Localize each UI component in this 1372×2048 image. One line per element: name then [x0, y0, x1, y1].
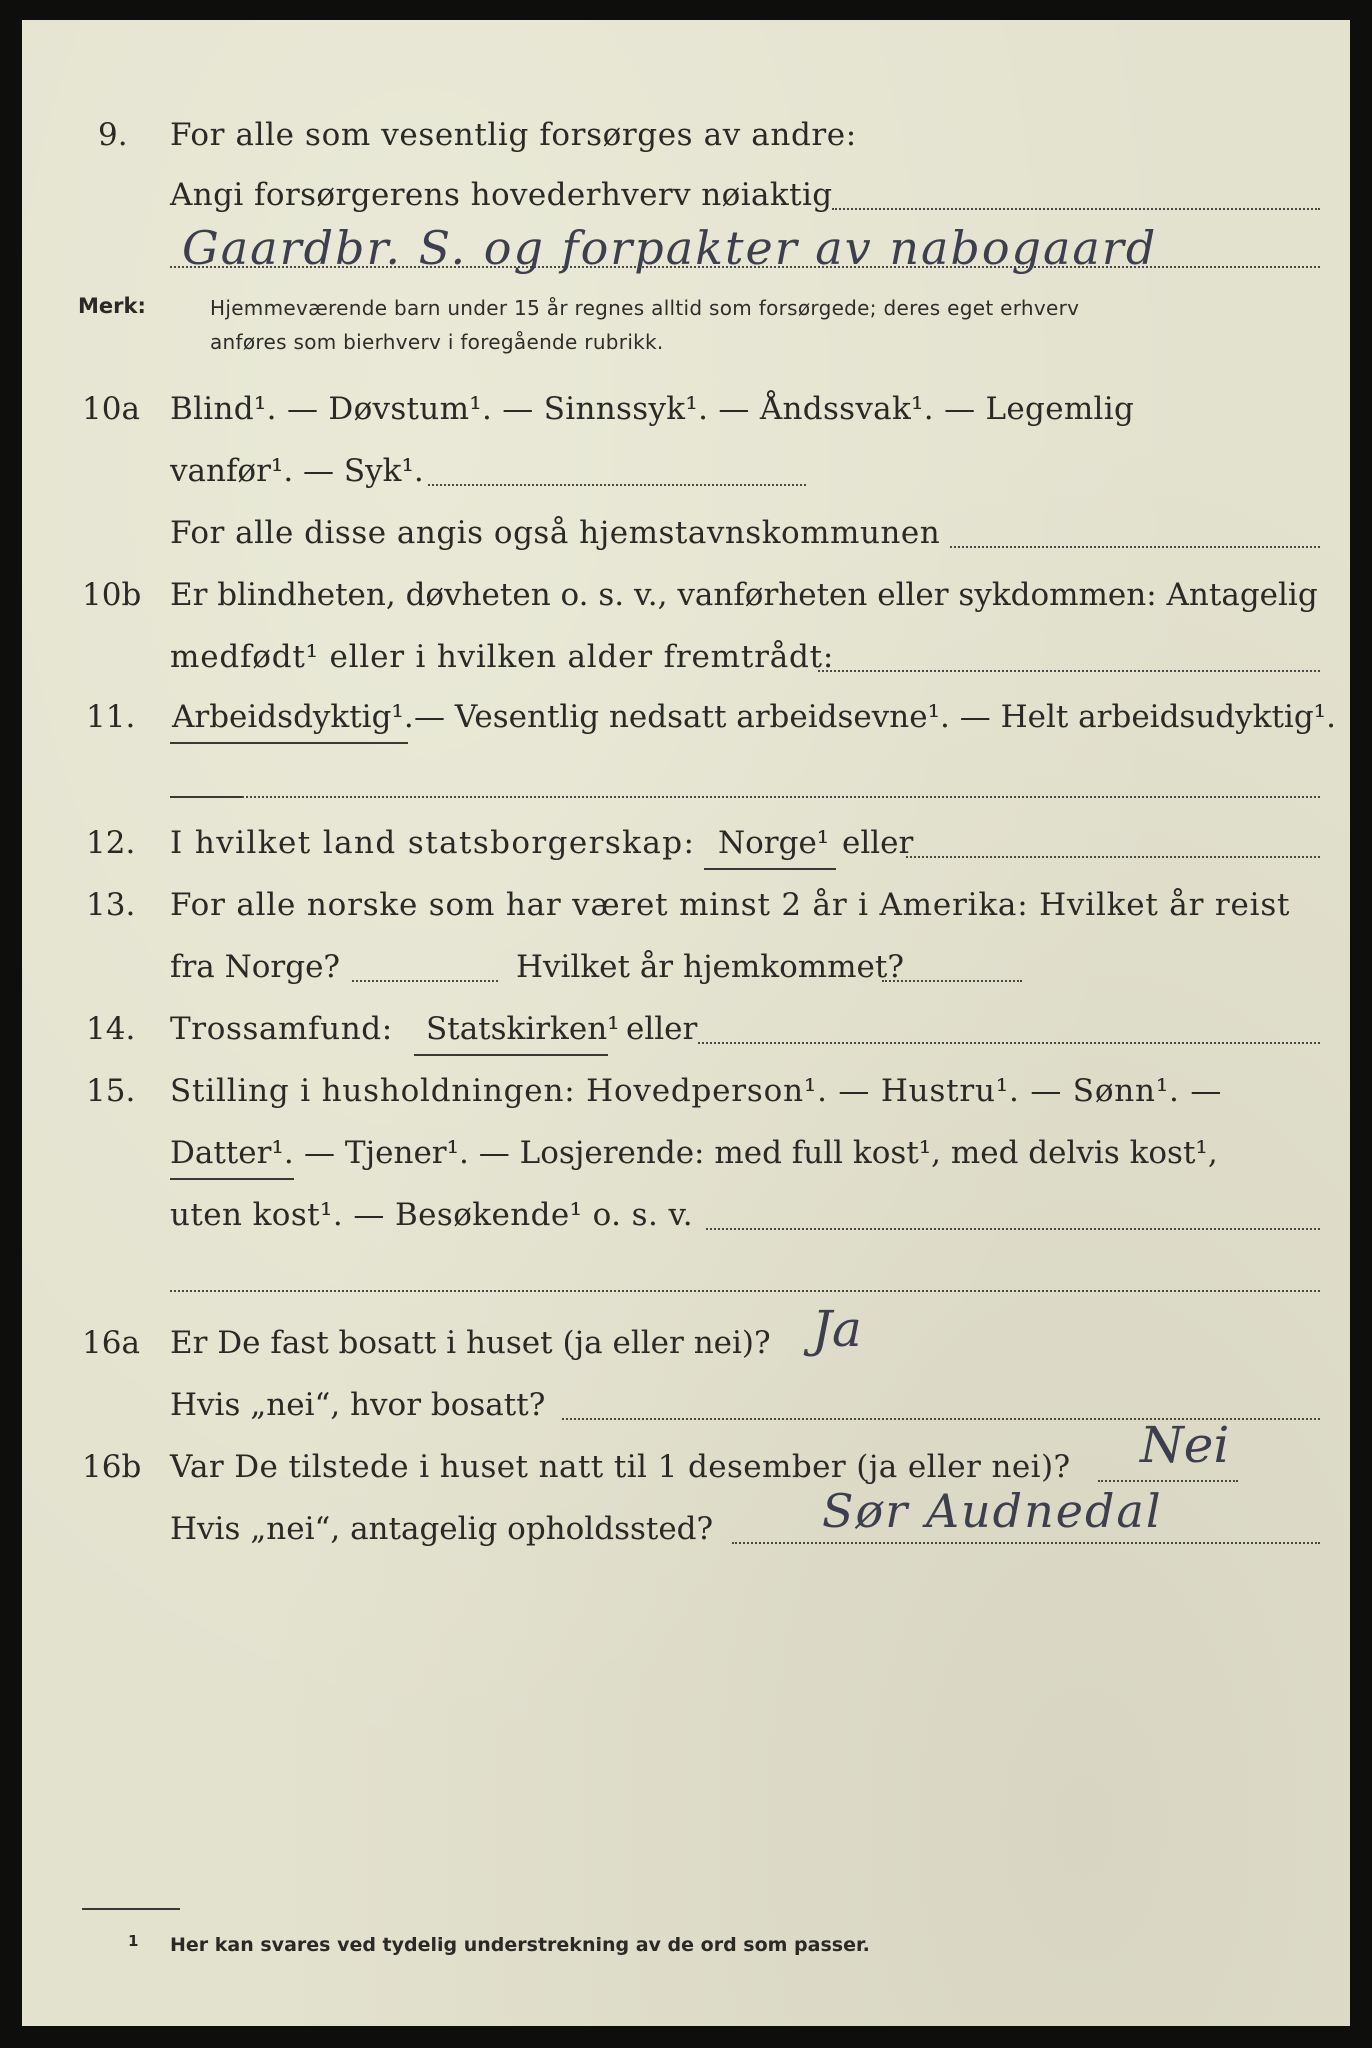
q16b-line1: Var De tilstede i huset natt til 1 desember (ja eller nei)?: [170, 1449, 1071, 1485]
q11-answer-line-solid: [170, 796, 242, 798]
q15-line2rest: — Tjener¹. — Losjerende: med full kost¹, med delvis kost¹,: [304, 1135, 1218, 1171]
q10a-number: 10a: [82, 391, 140, 427]
q14-lead: Trossamfund:: [170, 1011, 393, 1047]
q16b-number: 16b: [82, 1449, 142, 1485]
q9-handwritten-answer: Gaardbr. S. og forpakter av nabogaard: [182, 221, 1158, 275]
q12-answer-line: [906, 856, 1320, 858]
footnote-mark: 1: [128, 1932, 139, 1950]
q11-answer-line: [242, 796, 1320, 798]
q10b-line2: medfødt¹ eller i hvilken alder fremtrådt:: [170, 639, 835, 675]
q16a-handwritten-answer: Ja: [812, 1300, 862, 1358]
footnote-separator: [82, 1908, 180, 1910]
q12-lead: I hvilket land statsborgerskap:: [170, 825, 696, 861]
q16b-handwritten-answer-nei: Nei: [1140, 1416, 1230, 1474]
q13-line1: For alle norske som har været minst 2 år i Amerika: Hvilket år reist: [170, 887, 1291, 923]
q11-underline-arbeidsdyktig: [170, 742, 408, 744]
q12-eller: eller: [842, 825, 914, 861]
footnote-text: Her kan svares ved tydelig understrekning av de ord som passer.: [170, 1934, 870, 1956]
q14-answer-line: [698, 1042, 1320, 1044]
q15-underline-datter: [170, 1178, 294, 1180]
q12-number: 12.: [86, 825, 136, 861]
merk-line1: Hjemmeværende barn under 15 år regnes alltid som forsørgede; deres eget erhverv: [210, 296, 1080, 320]
q14-number: 14.: [86, 1011, 136, 1047]
q11-option-arbeidsdyktig: Arbeidsdyktig¹.: [172, 699, 414, 735]
merk-line2: anføres som bierhverv i foregående rubrikk.: [210, 330, 664, 354]
q16b-opholdssted-line: [732, 1542, 1320, 1544]
q16b-line2: Hvis „nei“, antagelig opholdssted?: [170, 1511, 714, 1547]
q16a-number: 16a: [82, 1325, 140, 1361]
q10a-line2: vanfør¹. — Syk¹.: [170, 453, 424, 489]
census-form-page: [22, 20, 1350, 2026]
q10b-number: 10b: [82, 577, 142, 613]
q13-reist-line: [352, 980, 498, 982]
q9-question-line1: For alle som vesentlig forsørges av andre:: [170, 117, 857, 153]
q10a-syk-line: [428, 484, 806, 486]
q14-underline-statskirken: [414, 1054, 608, 1056]
q12-option-norge: Norge¹: [718, 825, 830, 861]
q14-option-statskirken: Statskirken¹: [426, 1011, 620, 1047]
q10a-hjemstavn-line: [950, 546, 1320, 548]
q16a-line2: Hvis „nei“, hvor bosatt?: [170, 1387, 546, 1423]
q15-answer-line-2: [170, 1290, 1320, 1292]
merk-label: Merk:: [78, 294, 146, 318]
q10b-line1: Er blindheten, døvheten o. s. v., vanførheten eller sykdommen: Antagelig: [170, 577, 1318, 613]
q11-rest: — Vesentlig nedsatt arbeidsevne¹. — Helt arbeidsudyktig¹.: [414, 699, 1336, 735]
q15-line3: uten kost¹. — Besøkende¹ o. s. v.: [170, 1197, 693, 1233]
q10b-answer-line: [818, 670, 1320, 672]
q12-underline-norge: [704, 868, 836, 870]
q16b-answer-line: [1098, 1480, 1238, 1482]
q11-number: 11.: [86, 699, 136, 735]
q10a-line3: For alle disse angis også hjemstavnskommunen: [170, 515, 941, 551]
q15-number: 15.: [86, 1073, 136, 1109]
q9-number: 9.: [98, 117, 128, 153]
q13-hjemkommet-line: [882, 980, 1022, 982]
q15-answer-line-1: [706, 1228, 1320, 1230]
q16a-line1: Er De fast bosatt i huset (ja eller nei)?: [170, 1325, 771, 1361]
q9-question-line2: Angi forsørgerens hovederhverv nøiaktig: [170, 177, 833, 213]
q13-line2a: fra Norge?: [170, 949, 341, 985]
q14-eller: eller: [626, 1011, 698, 1047]
q13-number: 13.: [86, 887, 136, 923]
q10a-line1: Blind¹. — Døvstum¹. — Sinnssyk¹. — Åndssvak¹. — Legemlig: [170, 391, 1135, 427]
q13-line2b: Hvilket år hjemkommet?: [516, 949, 904, 985]
q16b-handwritten-answer-place: Sør Audnedal: [822, 1484, 1163, 1538]
q15-option-datter: Datter¹.: [170, 1135, 294, 1171]
q9-answer-line-1: [832, 208, 1320, 210]
q15-line1: Stilling i husholdningen: Hovedperson¹. — Hustru¹. — Sønn¹. —: [170, 1073, 1223, 1109]
